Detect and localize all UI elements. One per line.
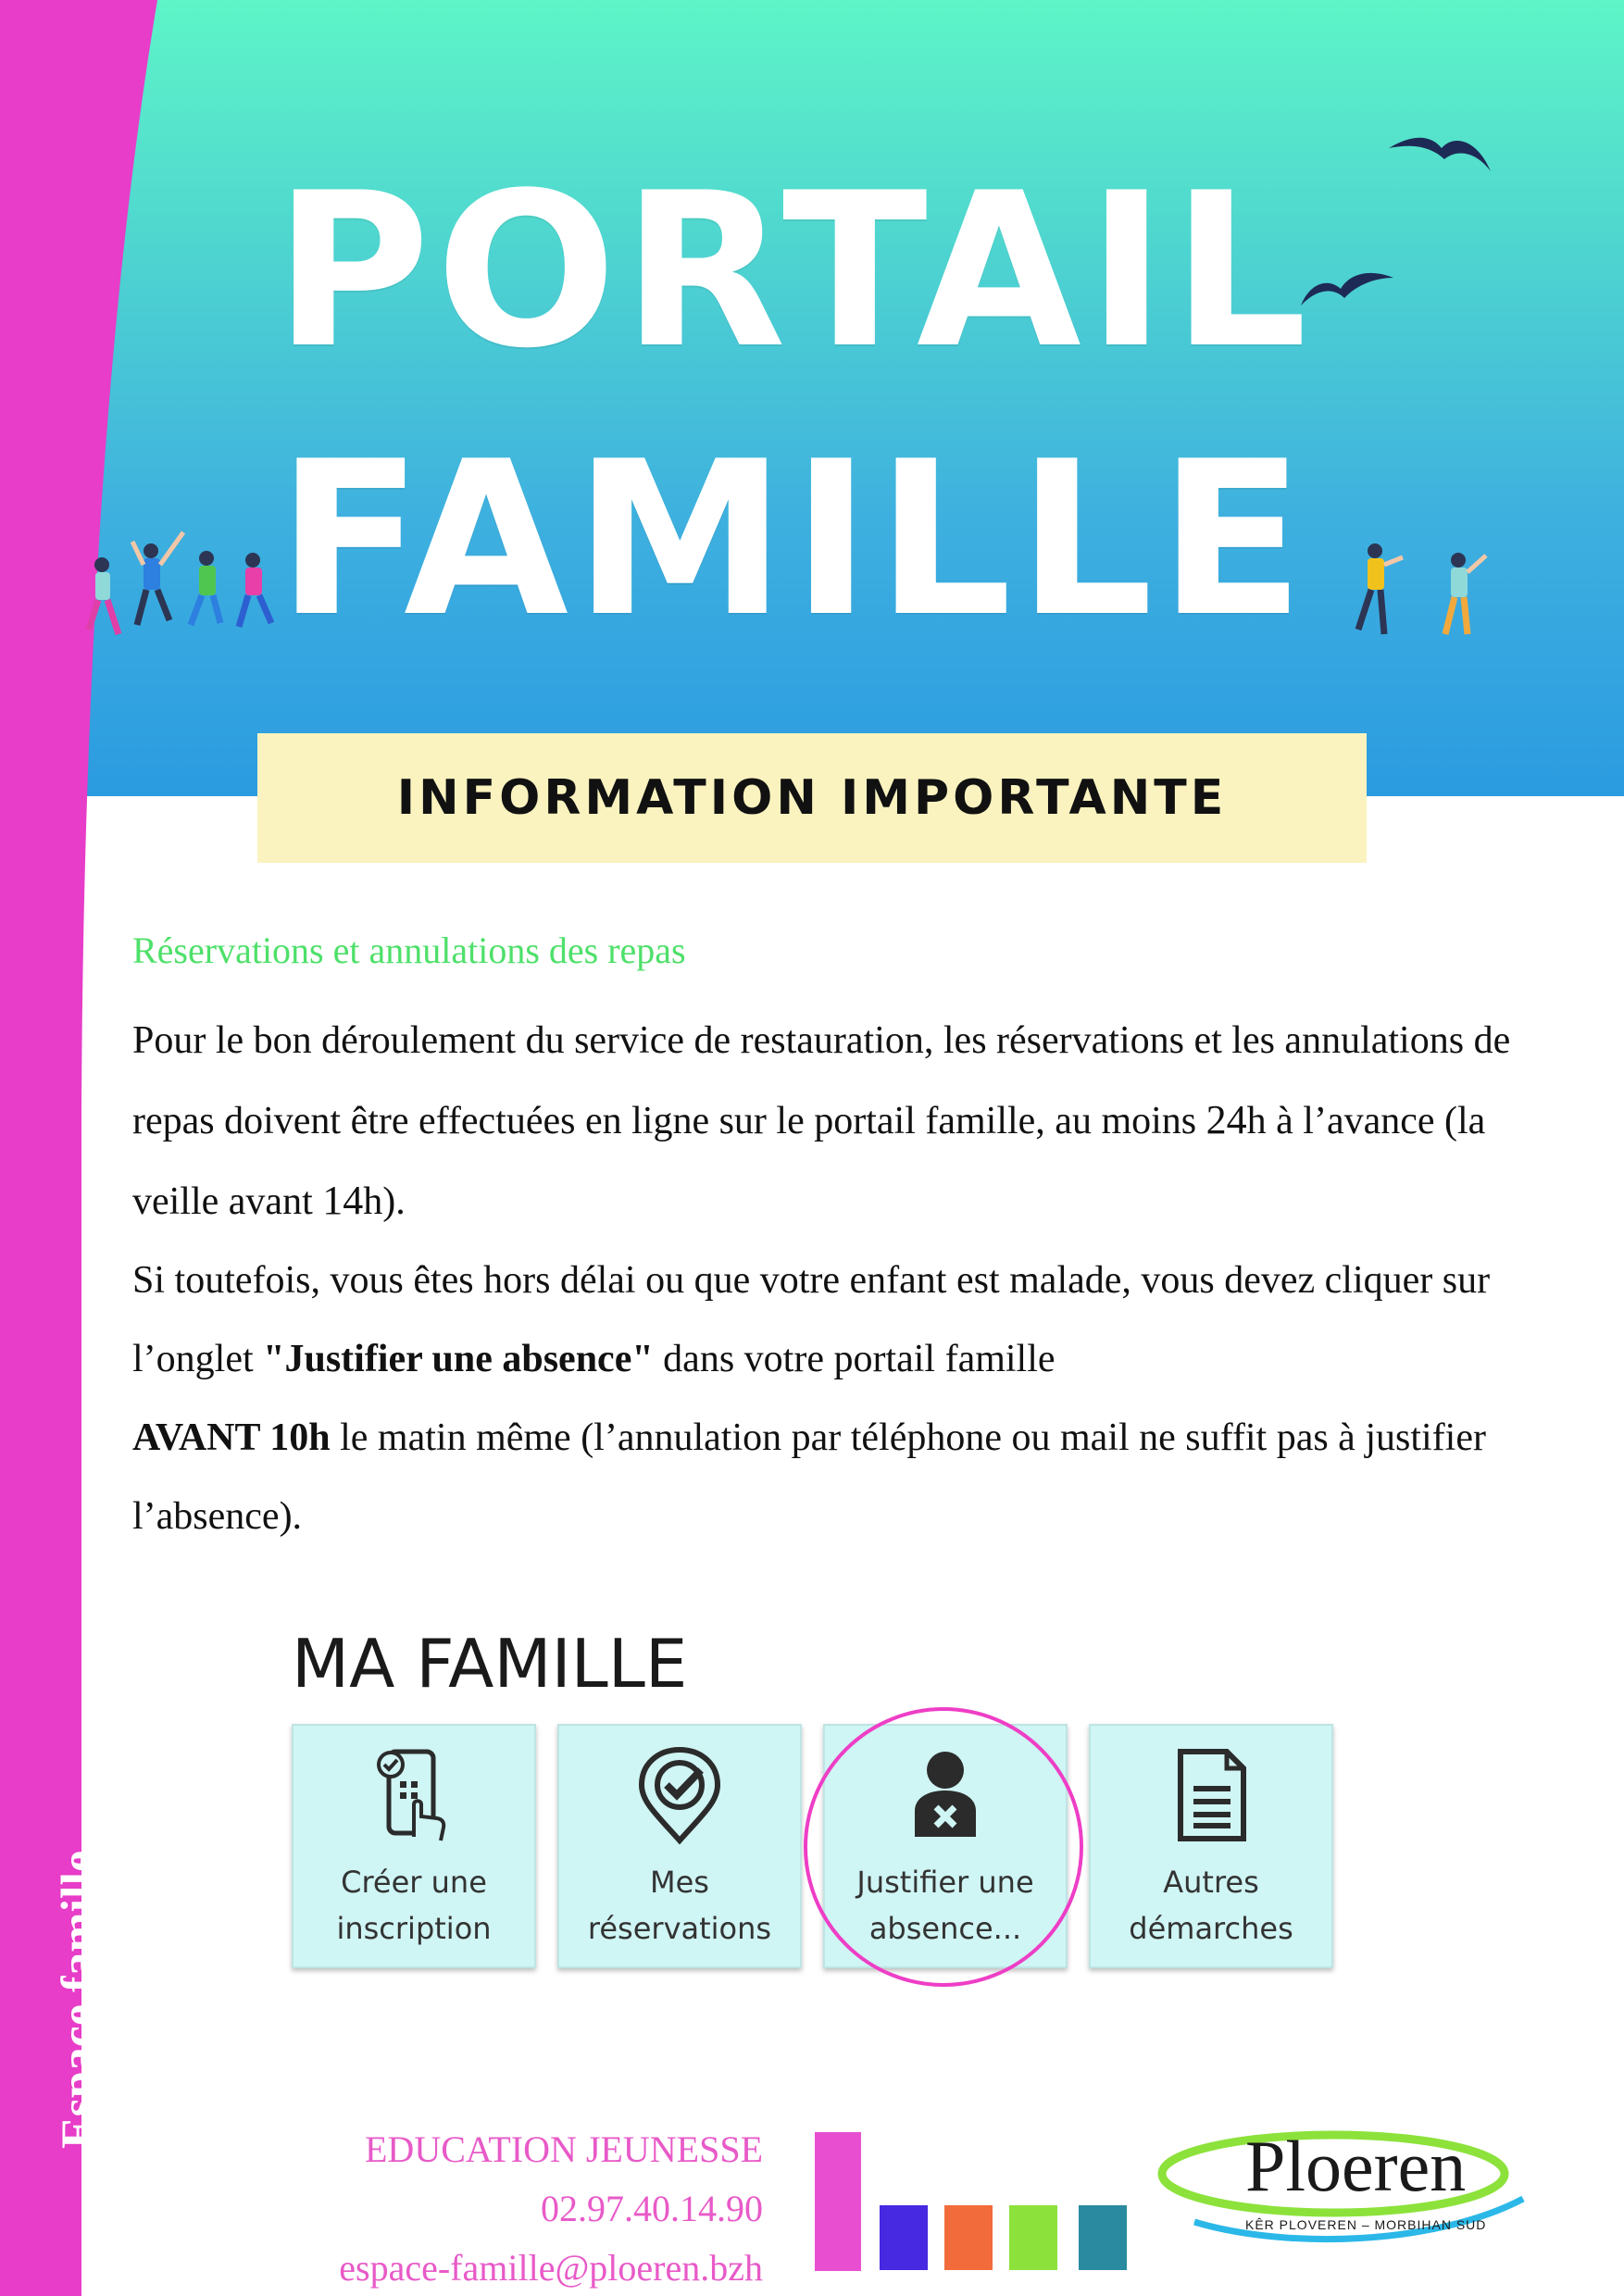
color-bar (815, 2132, 861, 2271)
footer-contact (339, 2120, 763, 2296)
running-people-illustration (1338, 537, 1495, 657)
highlight-circle (804, 1707, 1083, 1987)
bird-icon (1296, 250, 1398, 315)
my-reservations-button[interactable] (557, 1724, 802, 1968)
footer-phone[interactable]: 02.97.40.14.90 (541, 2188, 763, 2229)
body-paragraph: Pour le bon déroulement du service de restauration, les réservations et les annulations de repas doivent être effectuées en ligne sur le portail famille, au moins 24h à l’avance (la veille avant 14h). Si toutefois, vous êtes hors délai ou que votre enfant est malade, vous devez cliquer sur l’onglet "Justifier une absence" dans votre portail famille AVANT 10h le matin même (l’annulation par téléphone ou mail ne suffit pas à justifier l’absence). (132, 1019, 1511, 1538)
footer-email[interactable]: espace-famille@ploeren.bzh (339, 2247, 763, 2289)
side-band-label: Espace famille (52, 1850, 106, 2150)
info-banner: INFORMATION IMPORTANTE (257, 733, 1367, 863)
other-procedures-button[interactable] (1089, 1724, 1333, 1968)
tile-label: Mes réservations (587, 1865, 772, 1946)
color-bar (944, 2205, 993, 2270)
tile-label: Justifier une absence... (856, 1865, 1034, 1946)
section-subtitle: Réservations et annulations des repas (132, 930, 686, 971)
document-icon (1160, 1744, 1262, 1846)
ploeren-logo-name: Ploeren (1245, 2126, 1467, 2206)
header-background (0, 0, 1624, 796)
page-title-line1: PORTAIL (273, 148, 1314, 395)
color-bar (1009, 2205, 1057, 2270)
tile-label: Créer une inscription (336, 1865, 492, 1946)
create-inscription-button[interactable] (292, 1724, 536, 1968)
pin-check-icon (629, 1744, 731, 1846)
dancing-people-illustration (81, 514, 285, 653)
ma-famille-title: MA FAMILLE (292, 1625, 688, 1703)
footer-department: EDUCATION JEUNESSE (365, 2128, 763, 2170)
bird-icon (1384, 130, 1495, 204)
color-bar (880, 2205, 928, 2270)
page-title-line2: FAMILLE (277, 417, 1310, 664)
phone-touch-icon (363, 1744, 465, 1846)
ploeren-logo-tagline: KÊR PLOVEREN – MORBIHAN SUD (1245, 2217, 1487, 2232)
tile-label: Autres démarches (1129, 1865, 1293, 1946)
color-bar (1079, 2205, 1127, 2270)
